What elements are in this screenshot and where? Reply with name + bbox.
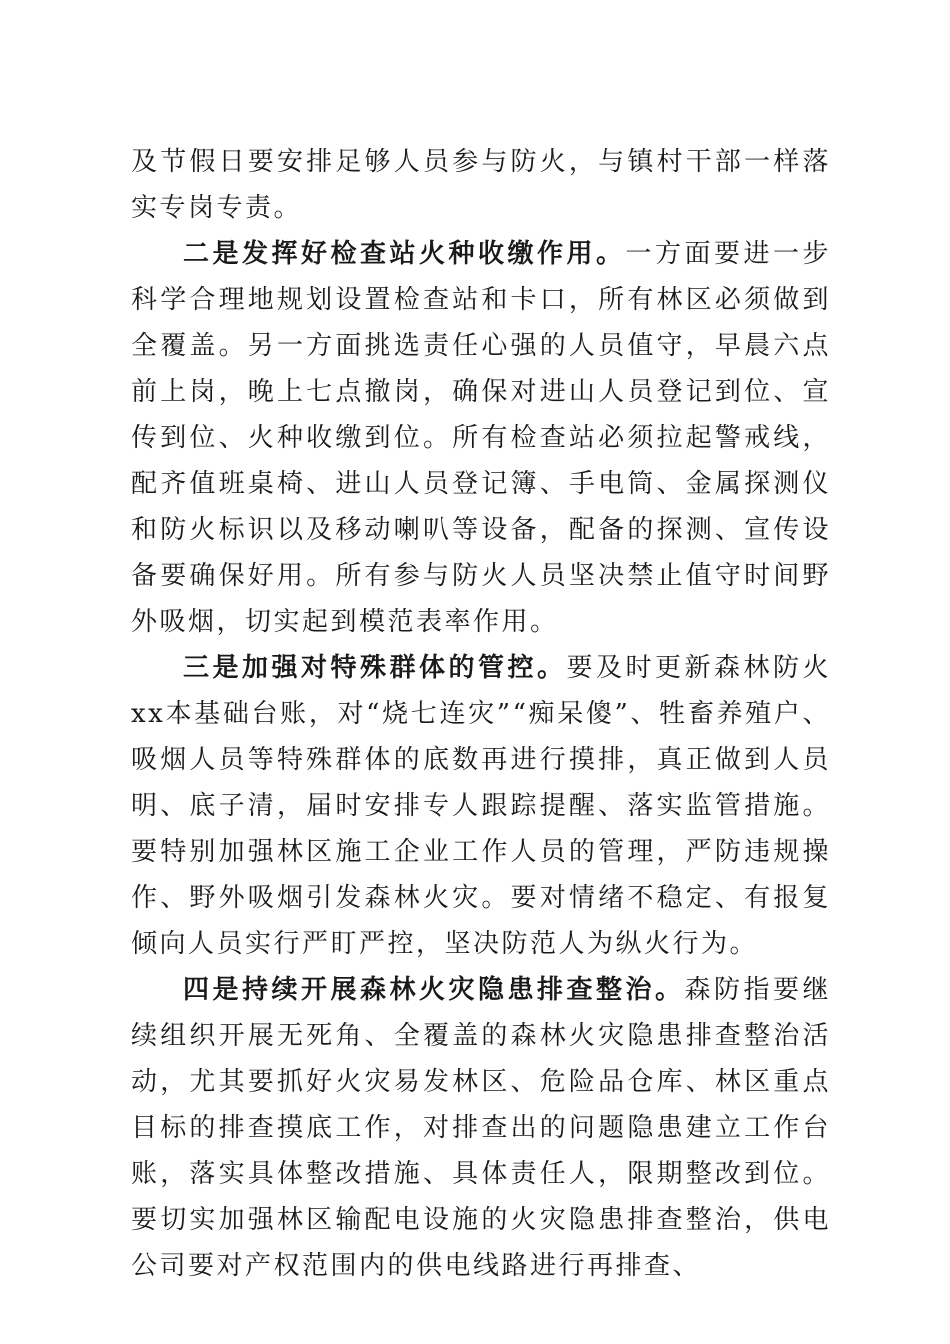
paragraph-special-groups xyxy=(131,645,831,967)
paragraph-hazard-inspection xyxy=(131,967,831,1289)
paragraph-continuation xyxy=(131,139,831,231)
paragraph-text: 森防指要继续组织开展无死角、全覆盖的森林火灾隐患排查整治活动，尤其要抓好火灾易发林区、危险品仓库、林区重点目标的排查摸底工作，对排查出的问题隐患建立工作台账，落实具体整改措施、具体责任人，限期整改到位。要切实加强林区输配电设施的火灾隐患排查整治，供电公司要对产权范围内的供电线路进行再排查、 xyxy=(131,975,831,1281)
paragraph-lead: 三是加强对特殊群体的管控。 xyxy=(183,653,567,683)
paragraph-lead: 四是持续开展森林火灾隐患排查整治。 xyxy=(183,975,685,1005)
paragraph-checkpoint xyxy=(131,231,831,645)
document-body xyxy=(131,139,831,1289)
paragraph-text: 及节假日要安排足够人员参与防火，与镇村干部一样落实专岗专责。 xyxy=(131,147,831,223)
paragraph-lead: 二是发挥好检查站火种收缴作用。 xyxy=(183,239,626,269)
paragraph-text: 一方面要进一步科学合理地规划设置检查站和卡口，所有林区必须做到全覆盖。另一方面挑选责任心强的人员值守，早晨六点前上岗，晚上七点撤岗，确保对进山人员登记到位、宣传到位、火种收缴到位。所有检查站必须拉起警戒线，配齐值班桌椅、进山人员登记簿、手电筒、金属探测仪和防火标识以及移动喇叭等设备，配备的探测、宣传设备要确保好用。所有参与防火人员坚决禁止值守时间野外吸烟，切实起到模范表率作用。 xyxy=(131,239,831,637)
paragraph-text: 要及时更新森林防火xx本基础台账，对“烧七连灾”“痴呆傻”、牲畜养殖户、吸烟人员等特殊群体的底数再进行摸排，真正做到人员明、底子清，届时安排专人跟踪提醒、落实监管措施。要特别加强林区施工企业工作人员的管理，严防违规操作、野外吸烟引发森林火灾。要对情绪不稳定、有报复倾向人员实行严盯严控，坚决防范人为纵火行为。 xyxy=(131,653,831,959)
